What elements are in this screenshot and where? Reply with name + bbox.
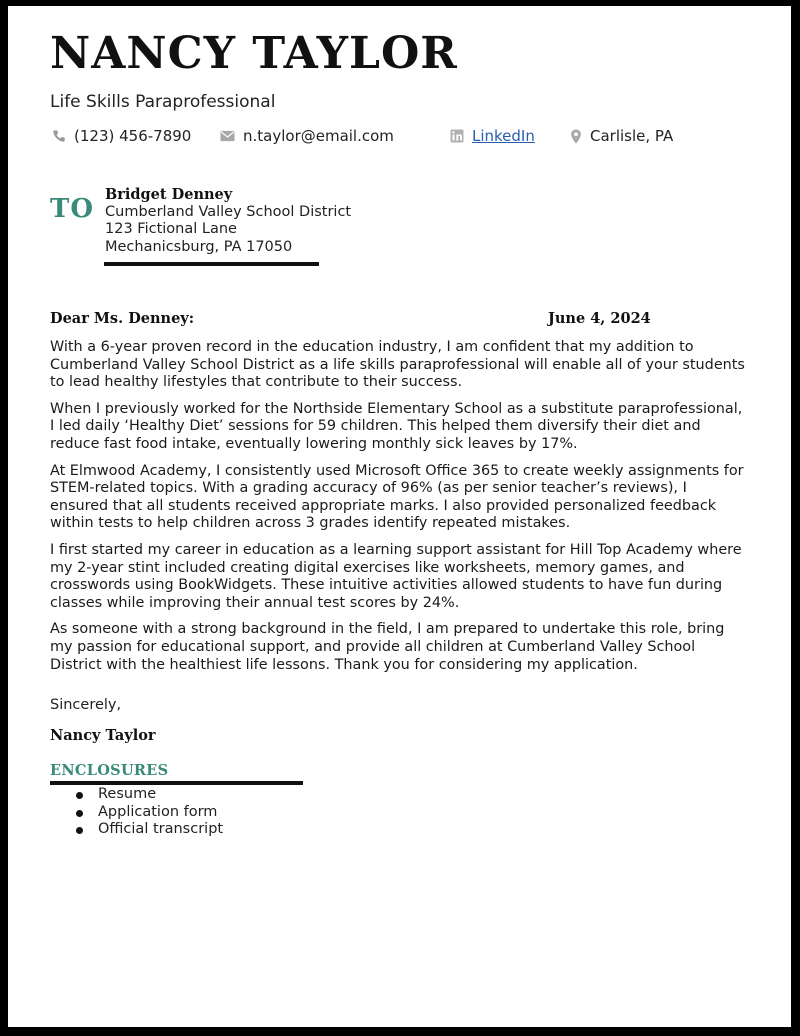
location-icon [570, 129, 582, 144]
to-label: TO [50, 194, 94, 224]
contact-bar [52, 126, 752, 148]
recipient-city: Mechanicsburg, PA 17050 [105, 238, 293, 255]
enclosure-item: Resume [50, 786, 223, 804]
recipient-name: Bridget Denney [105, 186, 233, 203]
body-paragraph: When I previously worked for the Northside Elementary School as a substitute paraprofessional, I led daily ‘Healthy Diet’ sessions for 59 children. This helped them diversify their diet and reduce fast food intake, eventually lowering monthly sick leaves by 17%. [50, 400, 743, 452]
letter-date: June 4, 2024 [548, 310, 651, 327]
body-paragraph: At Elmwood Academy, I consistently used Microsoft Office 365 to create weekly assignments for STEM-related topics. With a grading accuracy of 96% (as per senior teacher’s reviews), I ensured that all students received appropriate marks. I also provided personalized feedback within tests to help children across 3 grades identify repeated mistakes. [50, 462, 744, 532]
enclosures-heading: ENCLOSURES [50, 762, 169, 779]
bullet-icon [76, 827, 83, 834]
salutation: Dear Ms. Denney: [50, 310, 195, 327]
location-text: Carlisle, PA [590, 127, 674, 145]
letter-body [50, 339, 748, 683]
body-paragraph: With a 6-year proven record in the education industry, I am confident that my addition to Cumberland Valley School District as a life skills paraprofessional will enable all of your students to lead healthy lifestyles that contribute to their success. [50, 339, 745, 391]
linkedin-link[interactable]: LinkedIn [472, 127, 535, 145]
applicant-name: NANCY TAYLOR [50, 28, 458, 79]
email-text[interactable]: n.taylor@email.com [243, 127, 394, 145]
contact-email [220, 126, 394, 146]
bullet-icon [76, 810, 83, 817]
phone-text: (123) 456-7890 [74, 127, 192, 145]
enclosure-item: Application form [50, 804, 223, 822]
cover-letter-page [8, 6, 791, 1027]
bullet-icon [76, 792, 83, 799]
enclosure-item: Official transcript [50, 821, 223, 839]
signature-name: Nancy Taylor [50, 727, 156, 744]
email-icon [220, 130, 235, 142]
recipient-organization: Cumberland Valley School District [105, 203, 352, 220]
contact-linkedin [450, 126, 535, 146]
phone-icon [52, 129, 66, 143]
recipient-street: 123 Fictional Lane [105, 221, 237, 237]
enclosures-list [50, 786, 223, 839]
enclosures-underline [50, 781, 303, 785]
contact-phone [52, 126, 191, 146]
body-paragraph: I first started my career in education as a learning support assistant for Hill Top Academy where my 2-year stint included creating digital exercises like worksheets, memory games, and crosswords using BookWidgets. These intuitive activities allowed students to have fun during classes while improving their annual test scores by 24%. [50, 541, 742, 611]
recipient-underline [104, 262, 319, 266]
recipient-address [105, 186, 405, 256]
closing: Sincerely, [50, 697, 122, 713]
applicant-title: Life Skills Paraprofessional [50, 92, 276, 112]
contact-location [570, 126, 673, 146]
linkedin-icon [450, 129, 464, 143]
body-paragraph: As someone with a strong background in the field, I am prepared to undertake this role, bring my passion for educational support, and provide all children at Cumberland Valley School District with the healthiest life lessons. Thank you for considering my application. [50, 621, 725, 673]
